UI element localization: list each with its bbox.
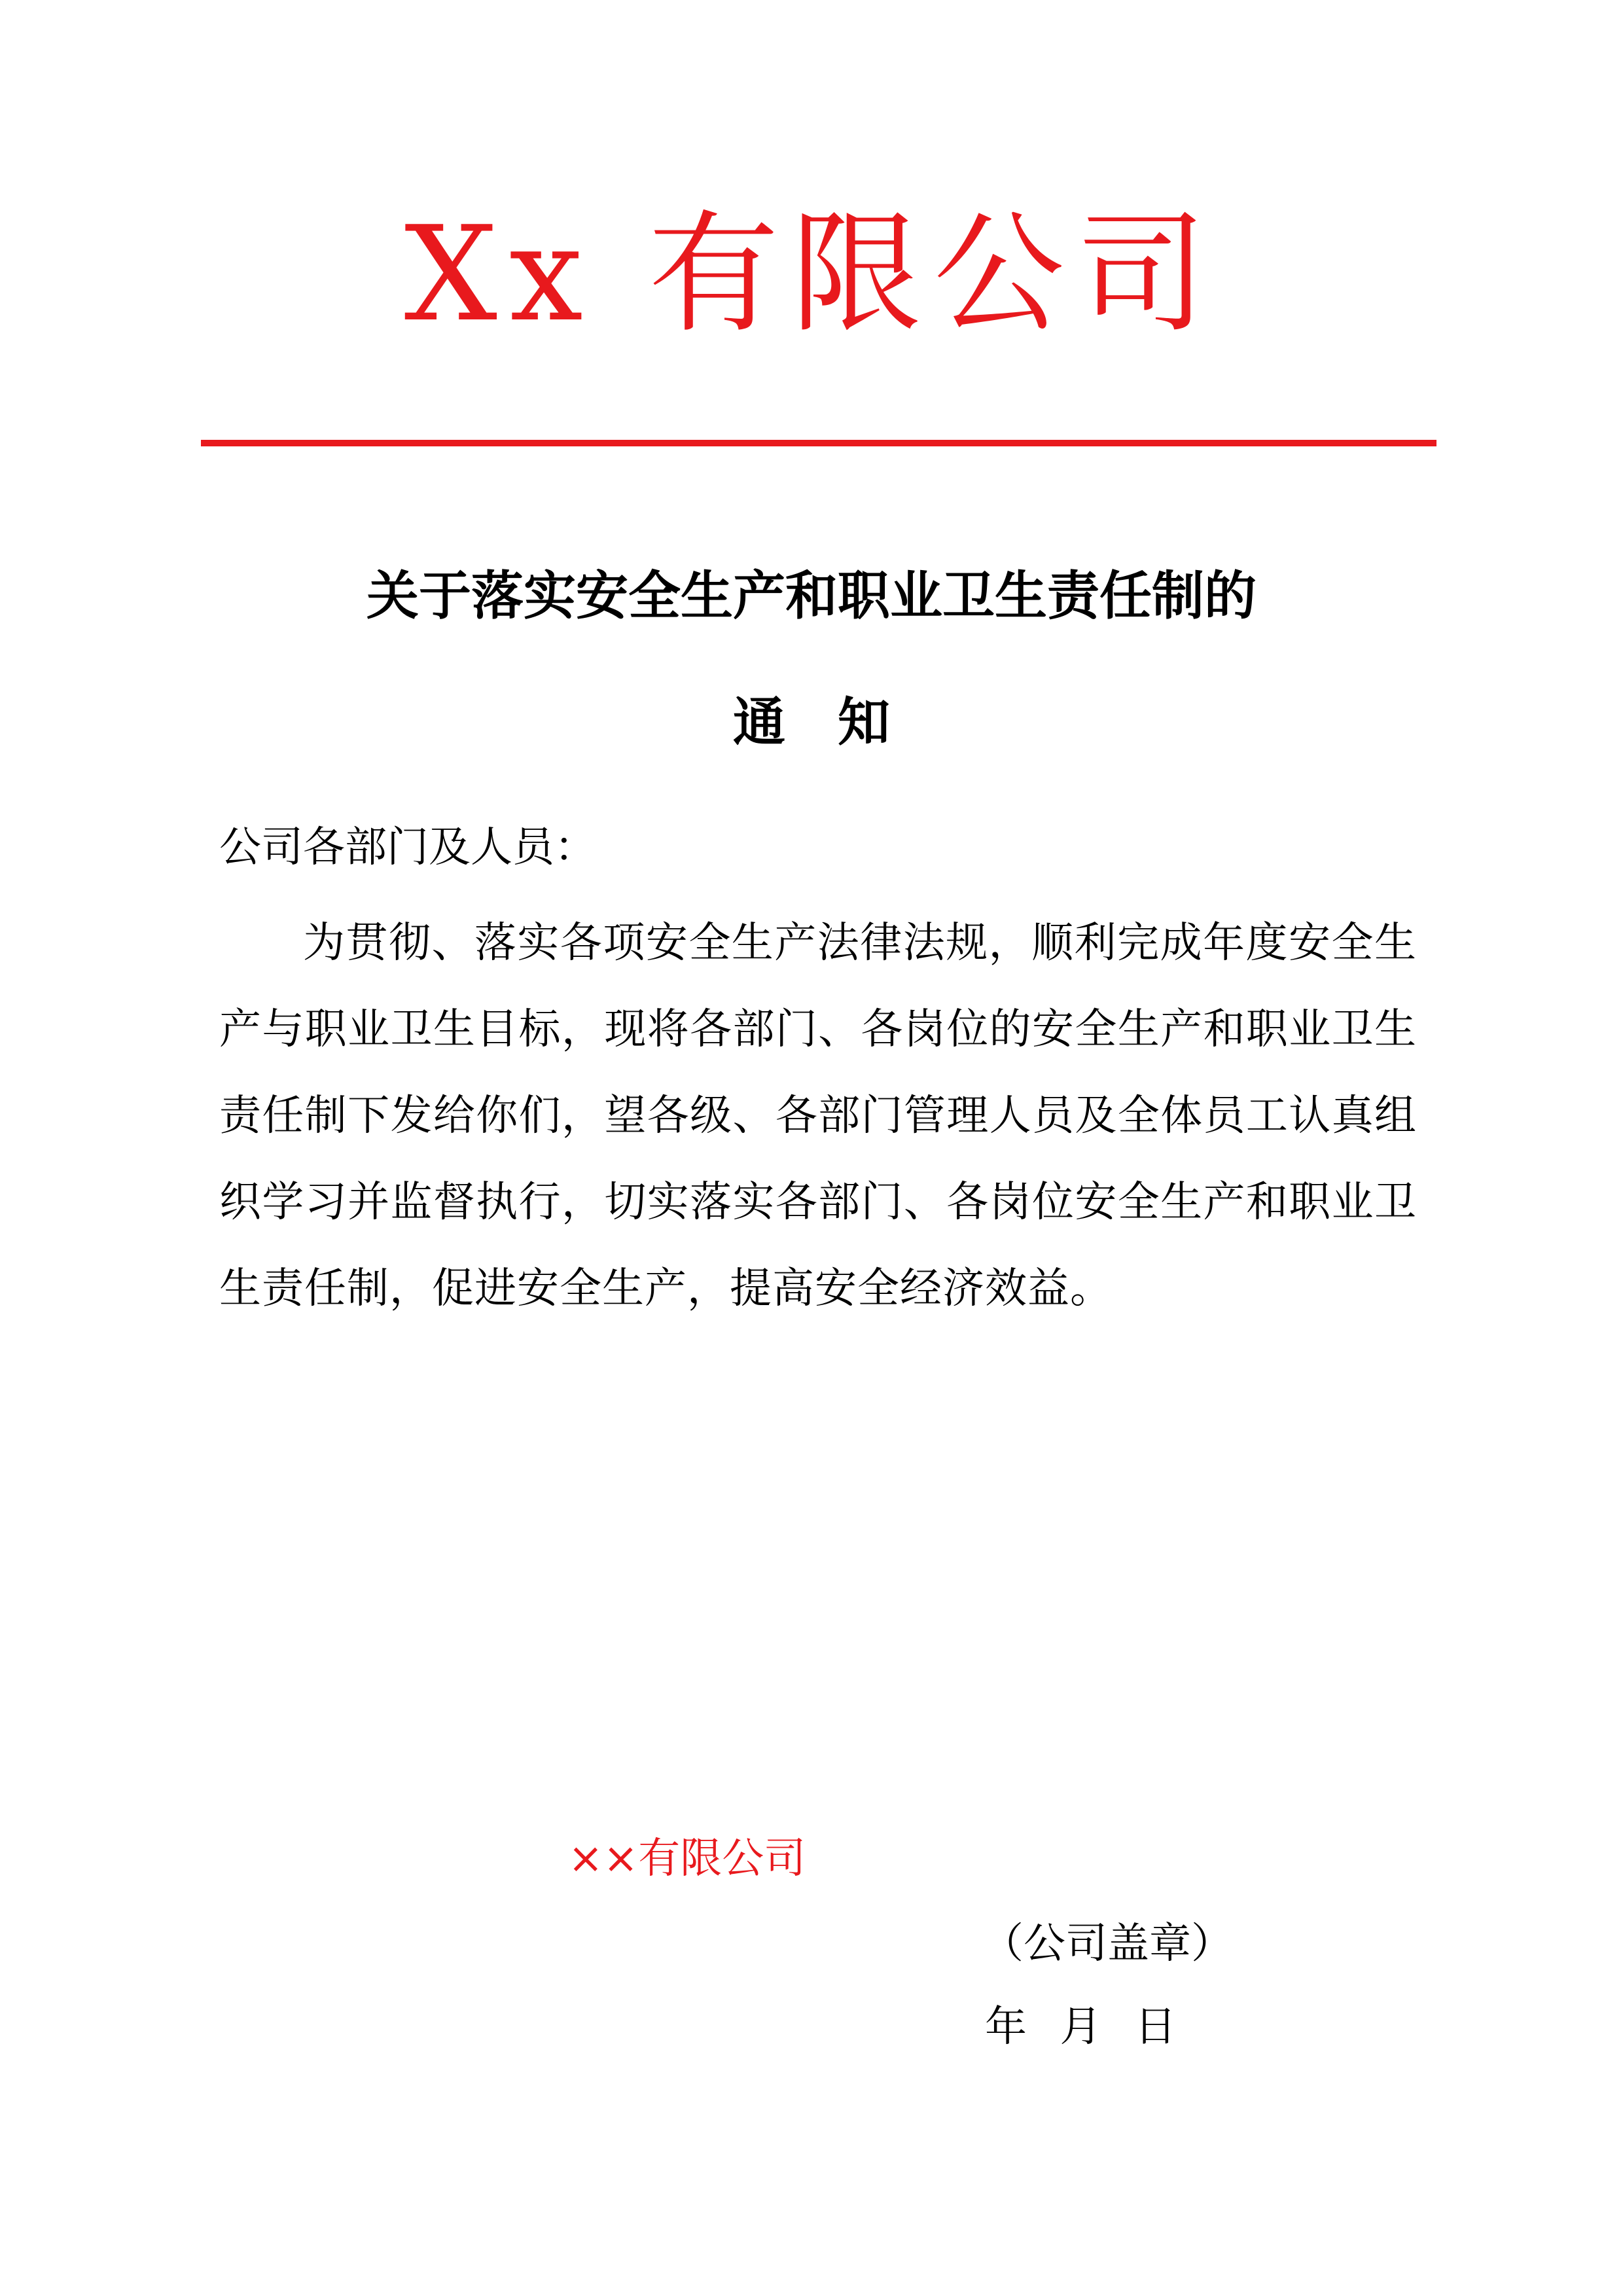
document-title-line-2: 通知 bbox=[733, 691, 942, 753]
salutation: 公司各部门及人员： bbox=[219, 823, 596, 872]
signature-company-name: ××有限公司 bbox=[568, 1835, 806, 1883]
notice-body-paragraph: 为贯彻、落实各项安全生产法律法规，顺利完成年度安全生产与职业卫生目标，现将各部门、各岗位的安全生产和职业卫生责任制下发给你们，望各级、各部门管理人员及全体员工认真组织学习并监督执行，切实落实各部门、各岗位安全生产和职业卫生责任制，促进安全生产，提高安全经济效益。 bbox=[219, 919, 1417, 1313]
document-title-line-1: 关于落实安全生产和职业卫生责任制的 bbox=[366, 565, 1257, 626]
signature-date: 年 月 日 bbox=[985, 2003, 1177, 2051]
letterhead-company-name: Xx 有限公司 bbox=[404, 198, 1219, 351]
company-seal-note: （公司盖章） bbox=[982, 1920, 1233, 1968]
letterhead-red-divider bbox=[201, 440, 1436, 446]
